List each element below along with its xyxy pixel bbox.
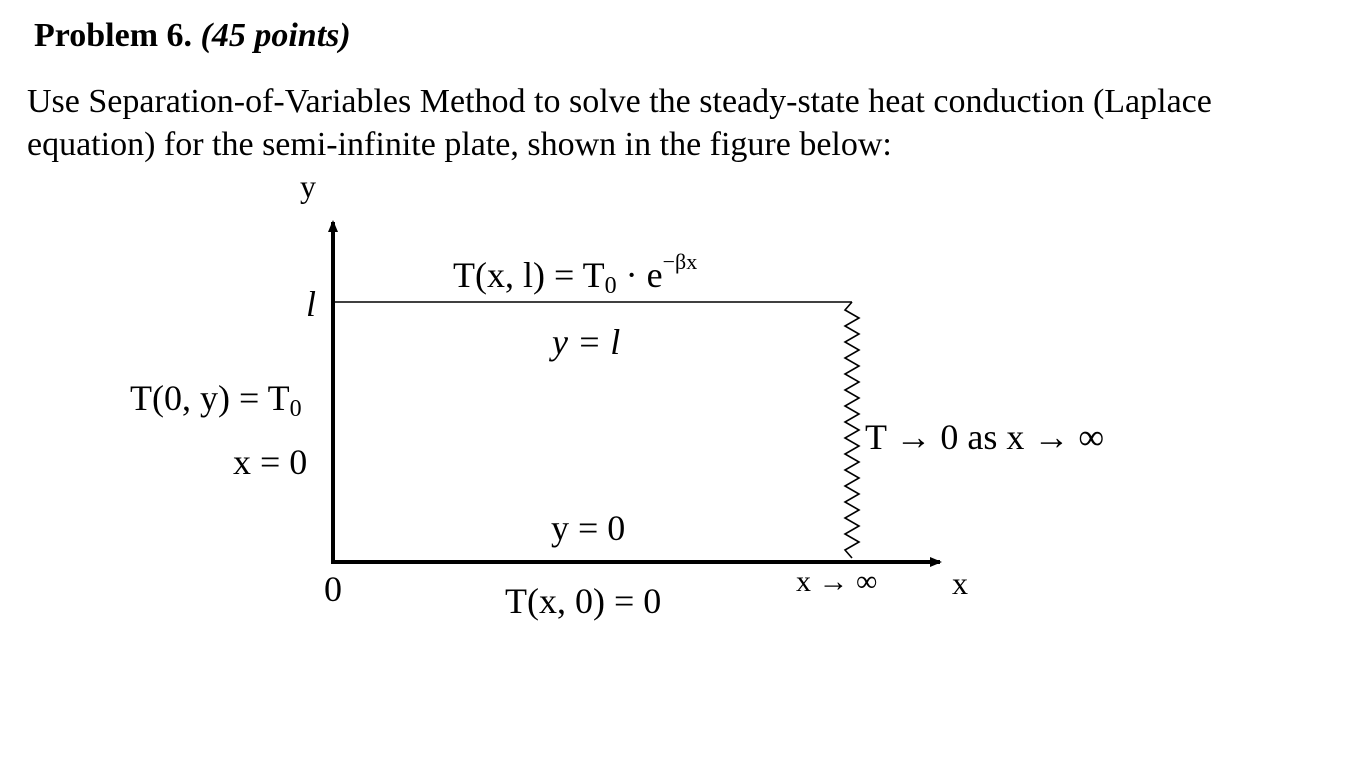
problem-number: Problem 6.: [34, 17, 193, 54]
left-boundary-condition: T(0, $y) = T_0$: [130, 378, 302, 422]
bottom-boundary-condition: T(x, 0) = 0: [505, 581, 662, 621]
statement-line-1: Use Separation-of-Variables Method to solve the steady-state heat conduction (Laplace: [27, 83, 1212, 120]
origin-label: 0: [324, 569, 342, 609]
zigzag-boundary: [845, 302, 859, 558]
problem-points: (45 points): [200, 17, 351, 54]
left-edge-label: x = 0: [233, 442, 308, 482]
right-boundary-condition: T → 0 as x → ∞: [865, 417, 1104, 457]
top-edge-label: y = l: [552, 322, 621, 362]
top-boundary-condition: T(x, $l) = T_0 \cdot e^{-\beta x}$: [453, 249, 698, 299]
statement-line-2: equation) for the semi-infinite plate, shown in the figure below:: [27, 126, 892, 163]
height-label: l: [306, 284, 317, 324]
x-axis-label: x: [952, 565, 968, 601]
x-infinity-label: x → ∞: [796, 565, 878, 598]
bottom-edge-label: y = 0: [551, 508, 626, 548]
y-axis-label: y: [300, 168, 316, 204]
